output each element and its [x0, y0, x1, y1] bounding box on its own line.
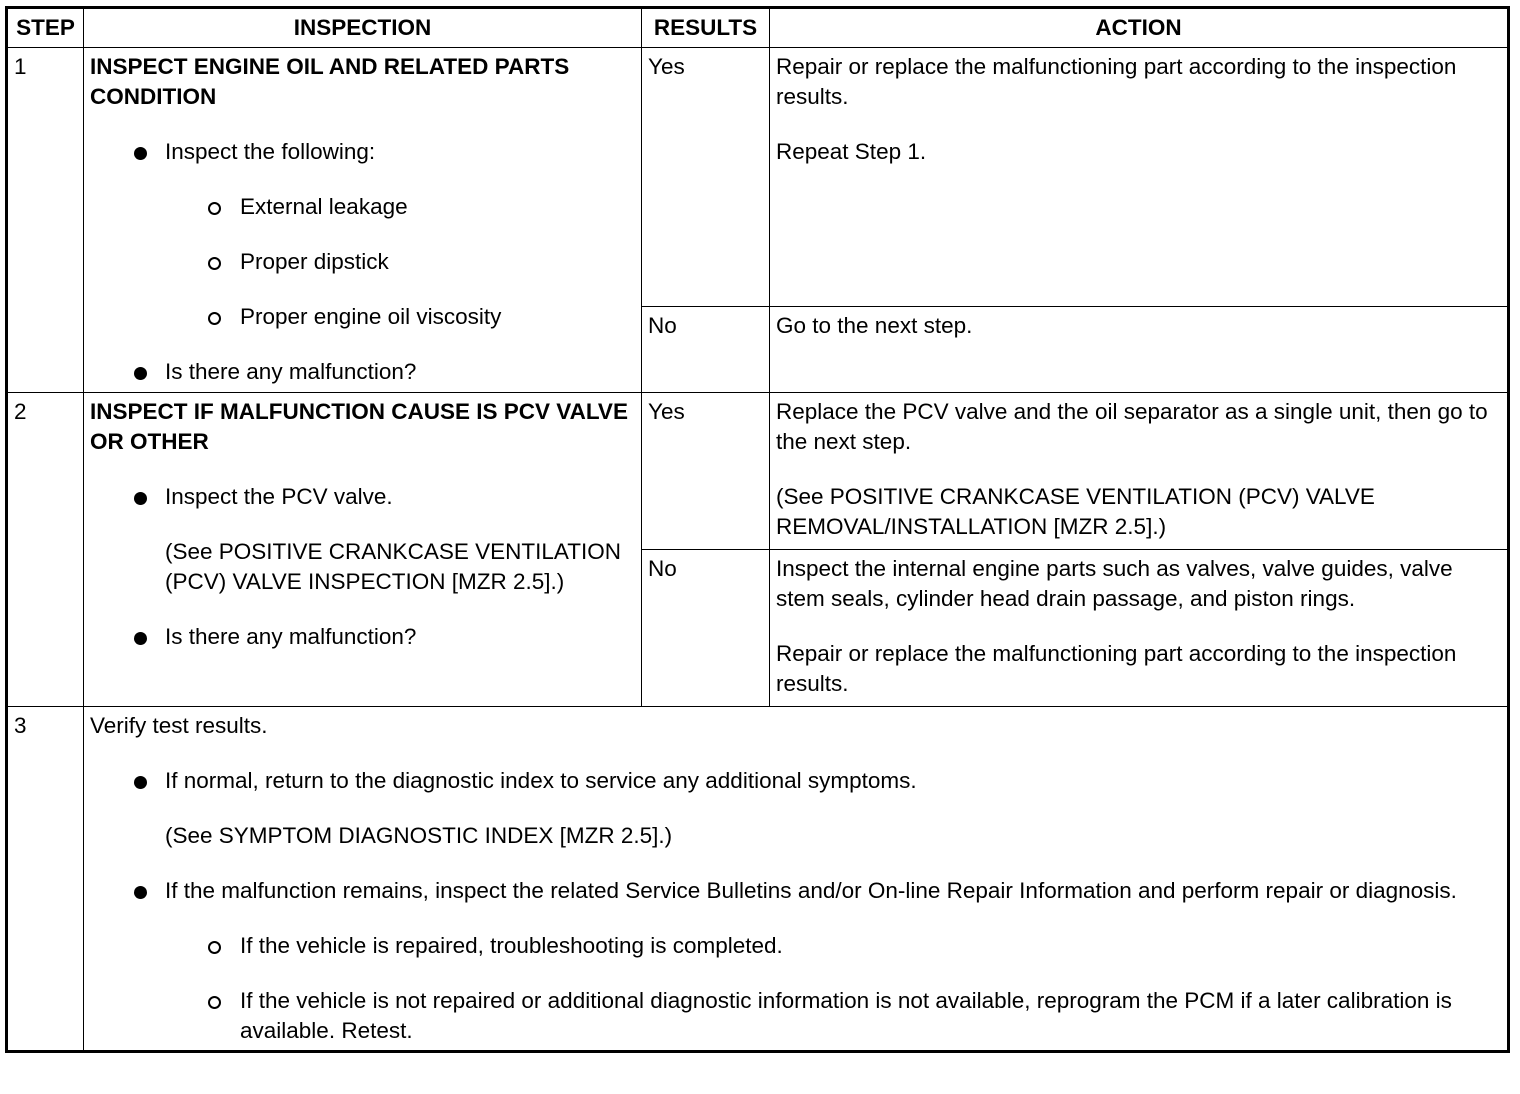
- step3-bullet-remains: If the malfunction remains, inspect the related Service Bulletins and/or On-line Repair Information and perform repair or diagnosis.: [90, 876, 1501, 906]
- bullet-text: Inspect the PCV valve.: [165, 484, 393, 509]
- header-inspection: INSPECTION: [84, 8, 642, 48]
- action-text: Inspect the internal engine parts such as valves, valve guides, valve stem seals, cylinder head drain passage, and piston rings.: [776, 556, 1453, 611]
- step1-result-yes: Yes: [642, 48, 770, 307]
- action-text: Repair or replace the malfunctioning part according to the inspection results.: [776, 641, 1457, 696]
- step2-bullet-question: Is there any malfunction?: [90, 622, 635, 652]
- step2-row-yes: [7, 393, 1509, 550]
- action-text: Repair or replace the malfunctioning part according to the inspection results.: [776, 54, 1457, 109]
- step1-number: 1: [7, 48, 84, 393]
- action-text: Replace the PCV valve and the oil separator as a single unit, then go to the next step.: [776, 399, 1488, 454]
- step3-reference: (See SYMPTOM DIAGNOSTIC INDEX [MZR 2.5].): [165, 823, 673, 848]
- step1-action-no: [770, 307, 1509, 393]
- step2-title: INSPECT IF MALFUNCTION CAUSE IS PCV VALVE OR OTHER: [90, 399, 628, 454]
- step2-inspection: [84, 393, 642, 707]
- step1-row-yes: [7, 48, 1509, 307]
- step1-bullet-question: Is there any malfunction?: [90, 357, 635, 387]
- diagnostic-procedure-table: [5, 6, 1510, 1053]
- step3-intro: Verify test results.: [90, 713, 268, 738]
- step1-sub-item: External leakage: [90, 192, 635, 222]
- step3-sub-item: If the vehicle is repaired, troubleshooting is completed.: [90, 931, 1501, 961]
- step2-result-yes: Yes: [642, 393, 770, 550]
- step1-sub-item: Proper dipstick: [90, 247, 635, 277]
- header-action: ACTION: [770, 8, 1509, 48]
- action-text: Repeat Step 1.: [776, 139, 927, 164]
- step1-bullet-inspect: Inspect the following:: [90, 137, 635, 167]
- step2-number: 2: [7, 393, 84, 707]
- step3-row: [7, 707, 1509, 1052]
- step3-bullet-normal: [90, 766, 1501, 851]
- step2-action-yes: [770, 393, 1509, 550]
- step1-title: INSPECT ENGINE OIL AND RELATED PARTS CONDITION: [90, 54, 570, 109]
- step2-bullet-inspect: [90, 482, 635, 597]
- bullet-text: If normal, return to the diagnostic index to service any additional symptoms.: [165, 768, 917, 793]
- step3-content: [84, 707, 1509, 1052]
- step1-result-no: No: [642, 307, 770, 393]
- action-reference: (See POSITIVE CRANKCASE VENTILATION (PCV) VALVE REMOVAL/INSTALLATION [MZR 2.5].): [776, 484, 1375, 539]
- header-step: STEP: [7, 8, 84, 48]
- header-row: [7, 8, 1509, 48]
- step2-reference: (See POSITIVE CRANKCASE VENTILATION (PCV) VALVE INSPECTION [MZR 2.5].): [165, 539, 621, 594]
- step2-result-no: No: [642, 550, 770, 707]
- step2-action-no: [770, 550, 1509, 707]
- action-text: Go to the next step.: [776, 313, 973, 338]
- step1-inspection: [84, 48, 642, 393]
- step1-action-yes: [770, 48, 1509, 307]
- header-results: RESULTS: [642, 8, 770, 48]
- step1-sub-item: Proper engine oil viscosity: [90, 302, 635, 332]
- step3-number: 3: [7, 707, 84, 1052]
- step3-sub-item: If the vehicle is not repaired or additional diagnostic information is not available, reprogram the PCM if a later calibration is available. Retest.: [90, 986, 1501, 1046]
